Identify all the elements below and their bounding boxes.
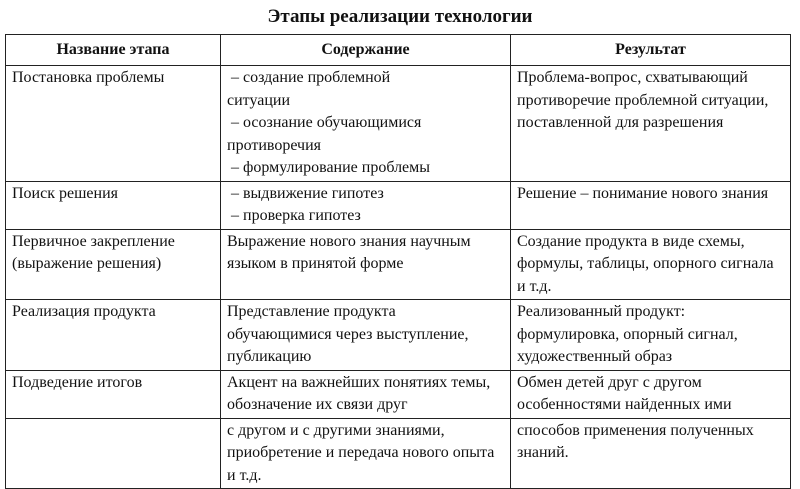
stage-name-cell: Поиск решения [6,181,221,229]
result-cell: Проблема-вопрос, схватывающий противоречие проблемной ситуации, поставленной для разрешения [511,66,791,182]
content-cell: Акцент на важнейших понятиях темы, обозначение их связи друг [221,370,511,418]
content-cell: с другом и с другими знаниями, приобретение и передача нового опыта и т.д. [221,418,511,489]
table-title: Этапы реализации технологии [267,6,533,27]
header-row [6,35,791,66]
stages-table [5,34,791,489]
result-cell: способов применения полученных знаний. [511,418,791,489]
table-row [6,229,791,300]
content-line: – формулирование проблемы [231,159,431,176]
content-cell: Представление продукта обучающимися через выступление, публикацию [221,300,511,371]
result-cell: Обмен детей друг с другом особенностями найденных ими [511,370,791,418]
stage-name-cell [6,418,221,489]
content-line: противоречия [227,136,322,154]
header-stage-name: Название этапа [6,35,221,66]
stage-name-cell: Реализация продукта [6,300,221,371]
stage-name-cell: Постановка проблемы [6,66,221,182]
table-row [6,181,791,229]
table-row [6,300,791,371]
stage-name-cell: Первичное закрепление (выражение решения) [6,229,221,300]
content-cell [221,181,511,229]
content-cell [221,66,511,182]
content-cell: Выражение нового знания научным языком в принятой форме [221,229,511,300]
header-result: Результат [511,35,791,66]
content-line: – проверка гипотез [231,207,361,224]
content-line: – осознание обучающимися [231,114,422,131]
content-line: – выдвижение гипотез [231,184,384,202]
table-row [6,66,791,182]
content-line: – создание проблемной [231,69,391,86]
stage-name-cell: Подведение итогов [6,370,221,418]
table-row [6,370,791,418]
table-row-continued [6,418,791,489]
header-content: Содержание [221,35,511,66]
content-line: ситуации [227,91,291,109]
result-cell: Реализованный продукт: формулировка, опорный сигнал, художественный образ [511,300,791,371]
result-cell: Решение – понимание нового знания [511,181,791,229]
result-cell: Создание продукта в виде схемы, формулы, таблицы, опорного сигнала и т.д. [511,229,791,300]
